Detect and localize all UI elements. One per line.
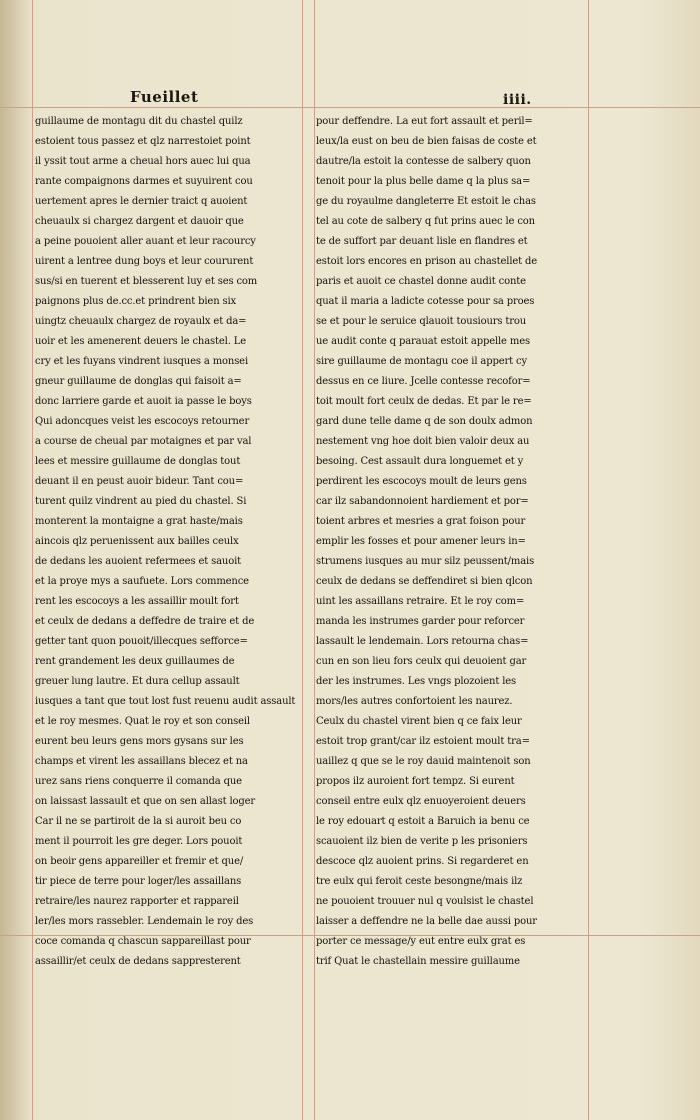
text-line: cheuaulx si chargez dargent et dauoir que — [35, 216, 244, 227]
text-line: mors/les autres confortoient les naurez. — [316, 696, 513, 707]
text-line: lees et messire guillaume de donglas tout — [35, 456, 241, 467]
text-line: uoir et les amenerent deuers le chastel. Le — [35, 336, 247, 347]
text-line: et la proye mys a saufuete. Lors commence — [35, 576, 249, 587]
text-line: urez sans riens conquerre il comanda que — [35, 776, 242, 787]
text-line: manda les instrumes garder pour reforcer — [316, 616, 525, 627]
text-line: besoing. Cest assault dura longuemet et y — [316, 456, 524, 467]
margin-rule-right — [588, 0, 589, 1120]
text-line: estoient tous passez et qlz narrestoiet point — [35, 136, 251, 147]
text-line: pour deffendre. La eut fort assault et peril= — [316, 116, 533, 127]
text-line: propos ilz auroient fort tempz. Si eurent — [316, 776, 515, 787]
text-line: turent quilz vindrent au pied du chastel. Si — [35, 496, 247, 507]
text-line: rent grandement les deux guillaumes de — [35, 656, 235, 667]
text-line: ler/les mors rassebler. Lendemain le roy des — [35, 916, 254, 927]
text-line: der les instrumes. Les vngs plozoient les — [316, 676, 517, 687]
text-line: champs et virent les assaillans blecez et na — [35, 756, 248, 767]
text-line: ceulx de dedans se deffendiret si bien qlcon — [316, 576, 533, 587]
text-line: a peine pouoient aller auant et leur racourcy — [35, 236, 256, 247]
text-line: uirent a lentree dung boys et leur coururent — [35, 256, 254, 267]
text-line: tre eulx qui feroit ceste besongne/mais ilz — [316, 876, 523, 887]
text-line: lassault le lendemain. Lors retourna chas= — [316, 636, 529, 647]
text-line: uingtz cheuaulx chargez de royaulx et da= — [35, 316, 247, 327]
text-line: a course de cheual par motaignes et par val — [35, 436, 252, 447]
column-rule-middle-right — [314, 0, 315, 1120]
text-line: strumens iusques au mur silz peussent/mais — [316, 556, 535, 567]
column-rule-middle-left — [302, 0, 303, 1120]
text-column-left — [35, 112, 301, 972]
text-line: cry et les fuyans vindrent iusques a monsei — [35, 356, 249, 367]
text-line: et ceulx de dedans a deffedre de traire et de — [35, 616, 255, 627]
margin-rule-left — [32, 0, 33, 1120]
text-line: descoce qlz auoient prins. Si regarderet en — [316, 856, 529, 867]
text-line: ment il pourroit les gre deger. Lors pouoit — [35, 836, 243, 847]
text-line: leux/la eust on beu de bien faisas de coste et — [316, 136, 537, 147]
text-line: Car il ne se partiroit de la si auroit beu co — [35, 816, 242, 827]
text-line: eurent beu leurs gens mors gysans sur les — [35, 736, 244, 747]
text-line: trif Quat le chastellain messire guillaume — [316, 956, 520, 967]
text-line: rent les escocoys a les assaillir moult fort — [35, 596, 239, 607]
text-line: paris et auoit ce chastel donne audit conte — [316, 276, 526, 287]
text-line: porter ce message/y eut entre eulx grat es — [316, 936, 526, 947]
text-line: estoit lors encores en prison au chastellet de — [316, 256, 538, 267]
text-line: donc larriere garde et auoit ia passe le boys — [35, 396, 252, 407]
text-line: laisser a deffendre ne la belle dae aussi pour — [316, 916, 537, 927]
folio-number: iiii. — [503, 92, 532, 108]
text-line: on beoir gens appareiller et fremir et que/ — [35, 856, 244, 867]
text-line: Ceulx du chastel virent bien q ce faix leur — [316, 716, 522, 727]
text-line: gneur guillaume de donglas qui faisoit a= — [35, 376, 242, 387]
text-line: aincois qlz peruenissent aux bailles ceulx — [35, 536, 239, 547]
text-line: quat il maria a ladicte cotesse pour sa proes — [316, 296, 535, 307]
text-line: getter tant quon pouoit/illecques sefforce= — [35, 636, 248, 647]
text-line: ue audit conte q parauat estoit appelle mes — [316, 336, 530, 347]
text-line: uint les assaillans retraire. Et le roy com= — [316, 596, 525, 607]
text-line: paignons plus de.cc.et prindrent bien six — [35, 296, 237, 307]
text-line: uertement apres le dernier traict q auoient — [35, 196, 248, 207]
text-line: ne pouoient trouuer nul q voulsist le chastel — [316, 896, 534, 907]
text-line: retraire/les naurez rapporter et rappareil — [35, 896, 239, 907]
text-line: tel au cote de salbery q fut prins auec le con — [316, 216, 535, 227]
text-line: et le roy mesmes. Quat le roy et son conseil — [35, 716, 250, 727]
text-line: te de suffort par deuant lisle en flandres et — [316, 236, 528, 247]
text-line: toient arbres et mesries a grat foison pour — [316, 516, 526, 527]
text-line: se et pour le seruice qlauoit tousiours trou — [316, 316, 527, 327]
text-line: guillaume de montagu dit du chastel quilz — [35, 116, 243, 127]
text-line: il yssit tout arme a cheual hors auec lui qua — [35, 156, 251, 167]
text-column-right — [316, 112, 582, 972]
text-line: Qui adoncques veist les escocoys retourner — [35, 416, 250, 427]
header-rule — [0, 107, 700, 108]
text-line: dautre/la estoit la contesse de salbery quon — [316, 156, 531, 167]
binding-shadow — [0, 0, 30, 1120]
text-line: gard dune telle dame q de son doulx admon — [316, 416, 533, 427]
text-line: coce comanda q chascun sappareillast pour — [35, 936, 251, 947]
text-line: estoit trop grant/car ilz estoient moult tra= — [316, 736, 530, 747]
text-line: perdirent les escocoys moult de leurs gens — [316, 476, 527, 487]
text-line: de dedans les auoient refermees et sauoit — [35, 556, 241, 567]
running-title: Fueillet — [130, 88, 199, 106]
text-line: tenoit pour la plus belle dame q la plus sa= — [316, 176, 531, 187]
text-line: toit moult fort ceulx de dedas. Et par le re= — [316, 396, 532, 407]
text-line: conseil entre eulx qlz enuoyeroient deuers — [316, 796, 526, 807]
text-line: sire guillaume de montagu coe il appert cy — [316, 356, 527, 367]
text-line: sus/si en tuerent et blesserent luy et ses com — [35, 276, 258, 287]
text-line: assaillir/et ceulx de dedans sappresterent — [35, 956, 241, 967]
text-line: monterent la montaigne a grat haste/mais — [35, 516, 243, 527]
text-line: nestement vng hoe doit bien valoir deux au — [316, 436, 530, 447]
text-line: rante compaignons darmes et suyuirent cou — [35, 176, 253, 187]
text-line: greuer lung lautre. Et dura cellup assault — [35, 676, 240, 687]
text-line: uaillez q que se le roy dauid maintenoit son — [316, 756, 531, 767]
text-line: cun en son lieu fors ceulx qui deuoient gar — [316, 656, 527, 667]
text-line: iusques a tant que tout lost fust reuenu audit assault — [35, 696, 296, 707]
text-line: dessus en ce liure. Jcelle contesse recofor= — [316, 376, 531, 387]
text-line: emplir les fosses et pour amener leurs in= — [316, 536, 526, 547]
text-line: le roy edouart q estoit a Baruich ia benu ce — [316, 816, 530, 827]
text-line: car ilz sabandonnoient hardiement et por= — [316, 496, 529, 507]
text-line: deuant il en peust auoir bideur. Tant cou= — [35, 476, 244, 487]
text-line: scauoient ilz bien de verite p les prisoniers — [316, 836, 528, 847]
text-line: on laissast lassault et que on sen allast loger — [35, 796, 256, 807]
text-line: tir piece de terre pour loger/les assaillans — [35, 876, 242, 887]
text-line: ge du royaulme dangleterre Et estoit le chas — [316, 196, 536, 207]
